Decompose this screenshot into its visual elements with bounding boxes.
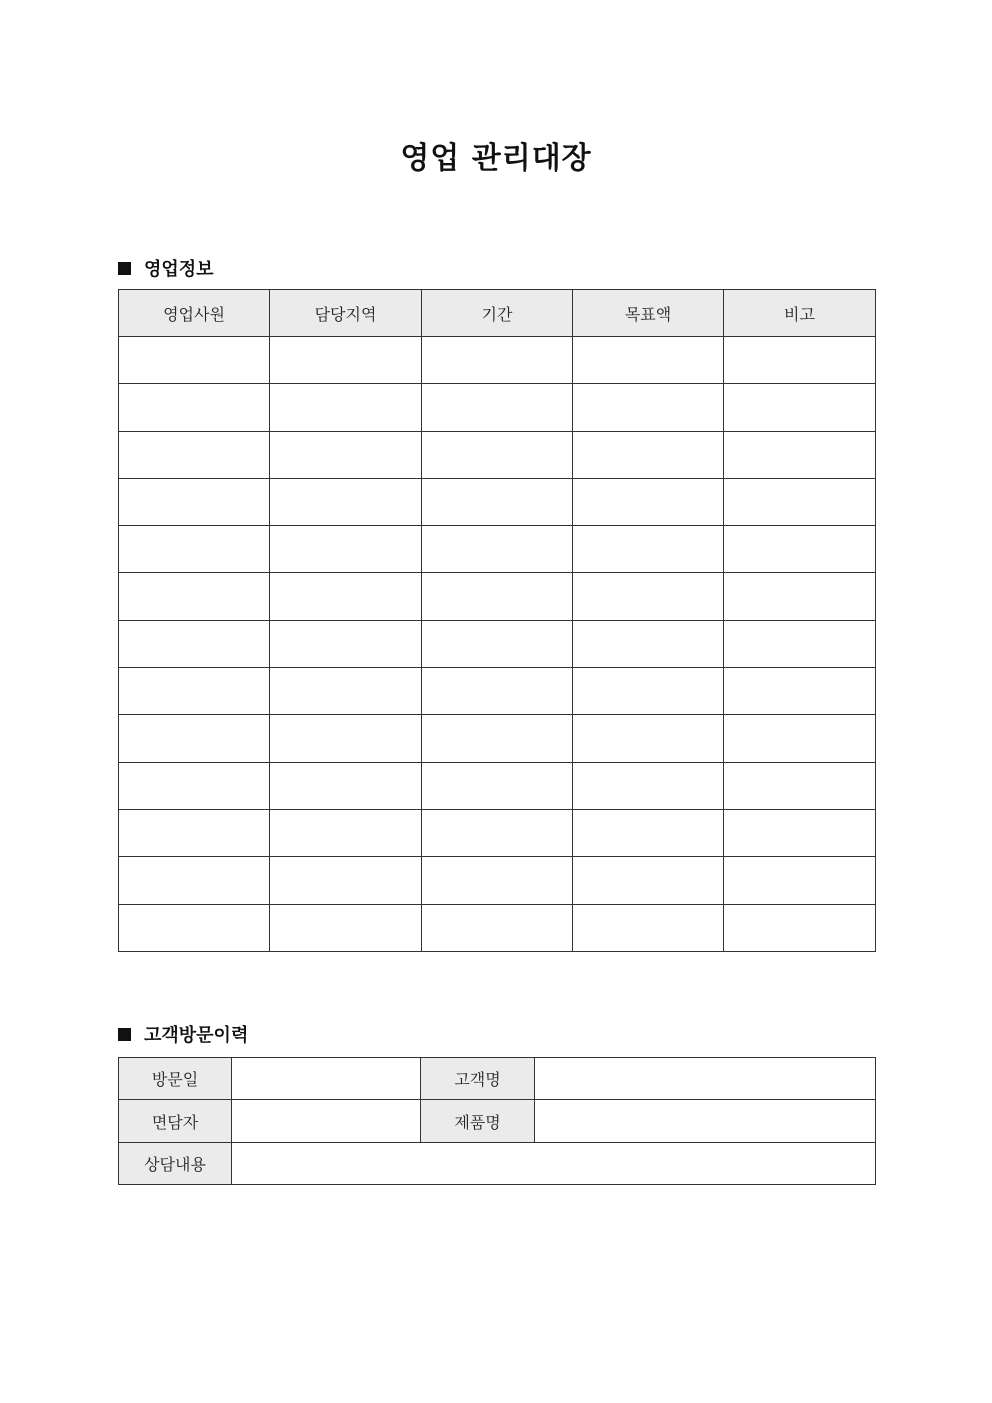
table-row — [119, 668, 876, 715]
target-cell[interactable] — [573, 431, 724, 478]
sales-rep-cell[interactable] — [119, 526, 270, 573]
visit-history-heading-label: 고객방문이력 — [144, 1025, 249, 1046]
region-cell[interactable] — [270, 573, 422, 620]
table-row — [119, 337, 876, 384]
page-title: 영업 관리대장 — [400, 141, 592, 176]
sales-info-table — [118, 289, 876, 952]
target-cell[interactable] — [573, 762, 724, 809]
column-header-sales-rep: 영업사원 — [119, 290, 270, 337]
remarks-cell[interactable] — [724, 809, 876, 856]
remarks-cell[interactable] — [724, 668, 876, 715]
period-cell[interactable] — [422, 809, 573, 856]
period-cell[interactable] — [422, 478, 573, 525]
sales-info-heading — [118, 255, 214, 281]
target-cell[interactable] — [573, 478, 724, 525]
sales-rep-cell[interactable] — [119, 620, 270, 667]
target-cell[interactable] — [573, 337, 724, 384]
period-cell[interactable] — [422, 620, 573, 667]
customer-name-label: 고객명 — [421, 1058, 535, 1100]
remarks-cell[interactable] — [724, 478, 876, 525]
table-row — [119, 1058, 876, 1100]
sales-info-heading-label: 영업정보 — [144, 259, 214, 280]
target-cell[interactable] — [573, 573, 724, 620]
square-bullet-icon — [118, 262, 131, 275]
remarks-cell[interactable] — [724, 620, 876, 667]
period-cell[interactable] — [422, 715, 573, 762]
table-row — [119, 478, 876, 525]
sales-rep-cell[interactable] — [119, 384, 270, 431]
table-row — [119, 431, 876, 478]
table-row — [119, 573, 876, 620]
region-cell[interactable] — [270, 809, 422, 856]
table-header-row — [119, 290, 876, 337]
period-cell[interactable] — [422, 431, 573, 478]
sales-rep-cell[interactable] — [119, 337, 270, 384]
target-cell[interactable] — [573, 620, 724, 667]
product-name-cell[interactable] — [535, 1100, 876, 1142]
period-cell[interactable] — [422, 384, 573, 431]
table-row — [119, 762, 876, 809]
period-cell[interactable] — [422, 857, 573, 904]
remarks-cell[interactable] — [724, 762, 876, 809]
visit-history-table — [118, 1057, 876, 1185]
target-cell[interactable] — [573, 857, 724, 904]
sales-rep-cell[interactable] — [119, 809, 270, 856]
interviewer-cell[interactable] — [232, 1100, 421, 1142]
table-row — [119, 620, 876, 667]
sales-rep-cell[interactable] — [119, 478, 270, 525]
target-cell[interactable] — [573, 384, 724, 431]
table-row — [119, 1100, 876, 1142]
period-cell[interactable] — [422, 668, 573, 715]
visit-date-label: 방문일 — [119, 1058, 232, 1100]
column-header-remarks: 비고 — [724, 290, 876, 337]
square-bullet-icon — [118, 1028, 131, 1041]
table-row — [119, 809, 876, 856]
sales-rep-cell[interactable] — [119, 762, 270, 809]
interviewer-label: 면담자 — [119, 1100, 232, 1142]
remarks-cell[interactable] — [724, 904, 876, 951]
period-cell[interactable] — [422, 337, 573, 384]
target-cell[interactable] — [573, 526, 724, 573]
table-row — [119, 857, 876, 904]
region-cell[interactable] — [270, 715, 422, 762]
product-name-label: 제품명 — [421, 1100, 535, 1142]
sales-rep-cell[interactable] — [119, 857, 270, 904]
table-row — [119, 715, 876, 762]
remarks-cell[interactable] — [724, 857, 876, 904]
remarks-cell[interactable] — [724, 337, 876, 384]
table-row — [119, 526, 876, 573]
region-cell[interactable] — [270, 904, 422, 951]
consultation-label: 상담내용 — [119, 1142, 232, 1184]
column-header-target: 목표액 — [573, 290, 724, 337]
consultation-cell[interactable] — [232, 1142, 876, 1184]
customer-name-cell[interactable] — [535, 1058, 876, 1100]
target-cell[interactable] — [573, 715, 724, 762]
remarks-cell[interactable] — [724, 526, 876, 573]
period-cell[interactable] — [422, 573, 573, 620]
period-cell[interactable] — [422, 762, 573, 809]
region-cell[interactable] — [270, 526, 422, 573]
remarks-cell[interactable] — [724, 431, 876, 478]
region-cell[interactable] — [270, 384, 422, 431]
sales-rep-cell[interactable] — [119, 904, 270, 951]
region-cell[interactable] — [270, 668, 422, 715]
remarks-cell[interactable] — [724, 384, 876, 431]
period-cell[interactable] — [422, 904, 573, 951]
table-row — [119, 1142, 876, 1184]
sales-rep-cell[interactable] — [119, 431, 270, 478]
target-cell[interactable] — [573, 904, 724, 951]
sales-rep-cell[interactable] — [119, 668, 270, 715]
column-header-region: 담당지역 — [270, 290, 422, 337]
visit-history-heading — [118, 1021, 248, 1047]
visit-date-cell[interactable] — [232, 1058, 421, 1100]
region-cell[interactable] — [270, 857, 422, 904]
target-cell[interactable] — [573, 668, 724, 715]
sales-rep-cell[interactable] — [119, 715, 270, 762]
remarks-cell[interactable] — [724, 715, 876, 762]
period-cell[interactable] — [422, 526, 573, 573]
table-row — [119, 384, 876, 431]
remarks-cell[interactable] — [724, 573, 876, 620]
region-cell[interactable] — [270, 431, 422, 478]
target-cell[interactable] — [573, 809, 724, 856]
region-cell[interactable] — [270, 762, 422, 809]
region-cell[interactable] — [270, 620, 422, 667]
table-row — [119, 904, 876, 951]
region-cell[interactable] — [270, 478, 422, 525]
region-cell[interactable] — [270, 337, 422, 384]
sales-rep-cell[interactable] — [119, 573, 270, 620]
column-header-period: 기간 — [422, 290, 573, 337]
